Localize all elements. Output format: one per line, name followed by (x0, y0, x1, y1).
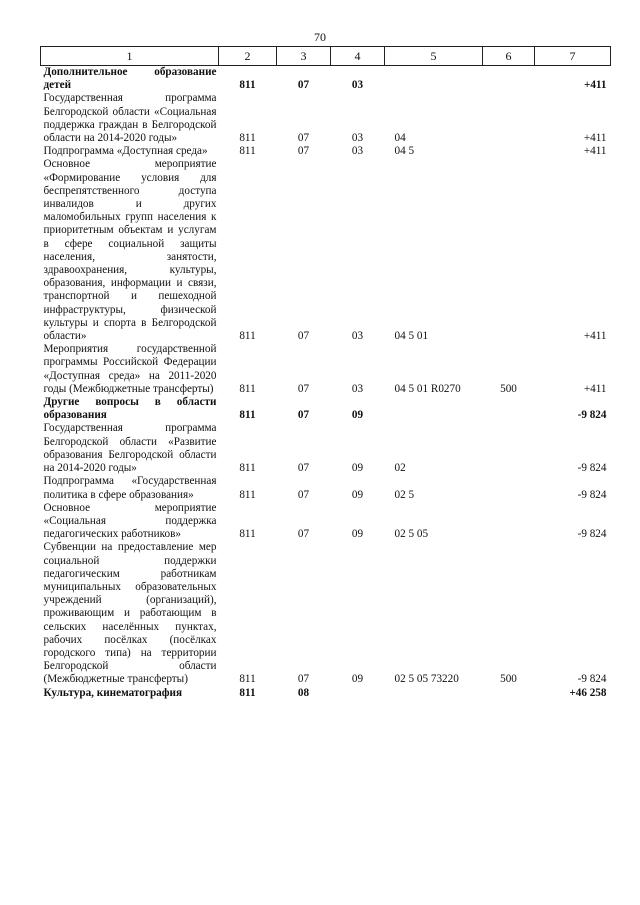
subsection-code: 09 (351, 488, 364, 501)
expense-type-code (483, 158, 535, 343)
table-row (41, 343, 611, 396)
expense-type-code (483, 145, 535, 158)
column-header: 6 (483, 47, 535, 66)
section-code: 07 (297, 330, 310, 343)
expense-type-code (483, 66, 535, 93)
subsection-code: 09 (351, 528, 364, 541)
row-name: Культура, кинематография (43, 686, 182, 699)
amount: +411 (583, 330, 607, 343)
expense-type-code: 500 (500, 673, 517, 686)
target-article-code: 02 (394, 462, 406, 475)
ministry-code: 811 (239, 673, 256, 686)
amount: -9 824 (577, 528, 607, 541)
table-row (41, 541, 611, 686)
section-code: 07 (297, 409, 310, 422)
target-article-code: 04 (394, 132, 406, 145)
subsection-code: 09 (351, 462, 364, 475)
section-code: 07 (297, 382, 310, 395)
table-row (41, 145, 611, 158)
subsection-code: 03 (351, 145, 364, 158)
table-row (41, 687, 611, 700)
section-code: 08 (297, 686, 310, 699)
subsection-code: 03 (351, 330, 364, 343)
ministry-code: 811 (239, 79, 256, 92)
amount: +411 (583, 79, 607, 92)
table-header (41, 47, 611, 66)
section-code: 07 (297, 673, 310, 686)
subsection-code (331, 687, 385, 700)
target-article-code: 02 5 (394, 488, 415, 501)
row-name: Подпрограмма «Доступная среда» (43, 145, 208, 158)
table-row (41, 66, 611, 93)
row-name: Подпрограмма «Государственная политика в сфере образования» (43, 475, 217, 501)
row-name: Субвенции на предоставление мер социальной поддержки педагогическим работникам муниципальных образовательных учреждений (организаций), проживающим и работающим в сельских населённых пунктах, рабочих посёлках (посёлках городского типа) на территории Белгородской области (Межбюджетные трансферты) (43, 541, 217, 686)
table-row (41, 158, 611, 343)
subsection-code: 09 (351, 673, 364, 686)
ministry-code: 811 (239, 330, 256, 343)
ministry-code: 811 (239, 686, 256, 699)
amount: +411 (583, 382, 607, 395)
row-name: Основное мероприятие «Формирование условия для беспрепятственного доступа инвалидов и других маломобильных групп населения к приоритетным объектам и услугам в сфере социальной защиты населения, занятости, здравоохранения, культуры, образования, информации и связи, транспортной и пешеходной инфраструктуры, физической культуры и спорта в Белгородской области» (43, 158, 217, 343)
row-name: Государственная программа Белгородской области «Развитие образования Белгородской области на 2014-2020 годы» (43, 422, 217, 475)
amount: +411 (583, 145, 607, 158)
section-code: 07 (297, 79, 310, 92)
expense-type-code: 500 (500, 382, 517, 395)
row-name: Основное мероприятие «Социальная поддержка педагогических работников» (43, 501, 217, 541)
table-row (41, 502, 611, 542)
ministry-code: 811 (239, 132, 256, 145)
target-article-code: 04 5 (394, 145, 415, 158)
row-name: Другие вопросы в области образования (43, 396, 217, 422)
amount: +411 (583, 132, 607, 145)
amount: -9 824 (577, 462, 607, 475)
expense-type-code (483, 422, 535, 475)
ministry-code: 811 (239, 145, 256, 158)
section-code: 07 (297, 145, 310, 158)
ministry-code: 811 (239, 382, 256, 395)
column-header: 7 (535, 47, 611, 66)
ministry-code: 811 (239, 488, 256, 501)
section-code: 07 (297, 132, 310, 145)
row-name: Государственная программа Белгородской области «Социальная поддержка граждан в Белгородской области на 2014-2020 годы» (43, 92, 217, 145)
subsection-code: 03 (351, 382, 364, 395)
amount: +46 258 (569, 686, 607, 699)
column-header: 4 (331, 47, 385, 66)
budget-table (40, 46, 611, 700)
target-article-code (385, 66, 483, 93)
ministry-code: 811 (239, 462, 256, 475)
expense-type-code (483, 687, 535, 700)
column-header: 5 (385, 47, 483, 66)
section-code: 07 (297, 528, 310, 541)
target-article-code: 02 5 05 73220 (394, 673, 459, 686)
amount: -9 824 (577, 409, 607, 422)
row-name: Дополнительное образование детей (43, 66, 217, 92)
subsection-code: 03 (351, 79, 364, 92)
subsection-code: 09 (351, 409, 364, 422)
row-name: Мероприятия государственной программы Российской Федерации «Доступная среда» на 2011-2020 годы (Межбюджетные трансферты) (43, 343, 217, 395)
table-row (41, 396, 611, 422)
amount: -9 824 (577, 673, 607, 686)
amount: -9 824 (577, 488, 607, 501)
section-code: 07 (297, 462, 310, 475)
target-article-code: 02 5 05 (394, 528, 429, 541)
column-header: 2 (219, 47, 277, 66)
table-row (41, 92, 611, 145)
target-article-code: 04 5 01 R0270 (394, 382, 461, 395)
table-row (41, 422, 611, 475)
expense-type-code (483, 502, 535, 542)
page-number: 70 (314, 30, 326, 44)
expense-type-code (483, 92, 535, 145)
expense-type-code (483, 396, 535, 422)
table-row (41, 475, 611, 501)
expense-type-code (483, 475, 535, 501)
section-code: 07 (297, 488, 310, 501)
subsection-code: 03 (351, 132, 364, 145)
column-header: 1 (41, 47, 219, 66)
column-header: 3 (277, 47, 331, 66)
target-article-code: 04 5 01 (394, 330, 429, 343)
ministry-code: 811 (239, 409, 256, 422)
target-article-code (385, 396, 483, 422)
ministry-code: 811 (239, 528, 256, 541)
target-article-code (385, 687, 483, 700)
